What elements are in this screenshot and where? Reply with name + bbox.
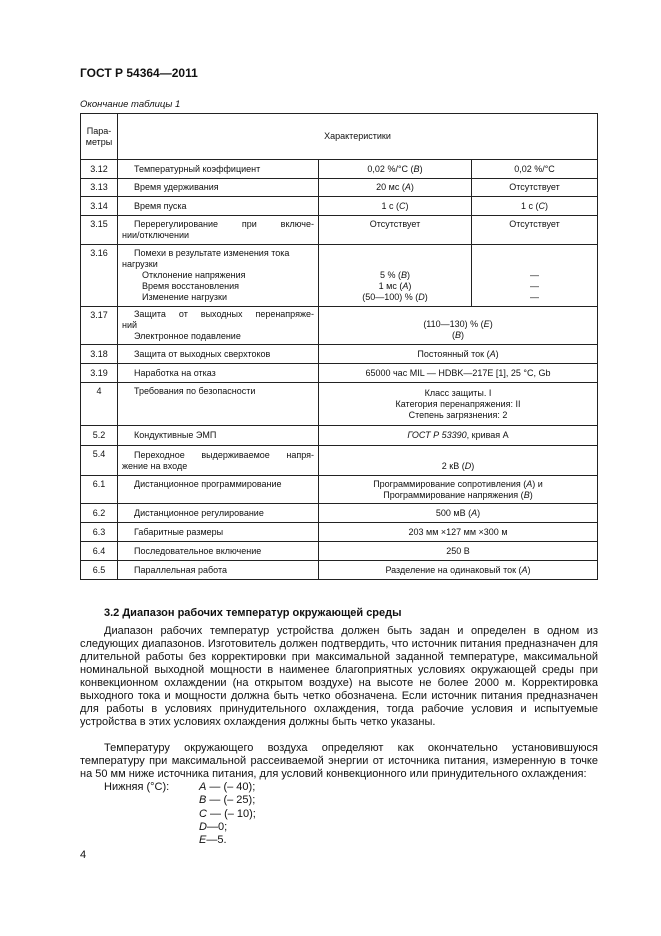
lower-value-d: D—0; — [199, 820, 228, 833]
lower-value-e: E—5. — [199, 834, 227, 847]
lower-value-c: C — (– 10); — [199, 807, 256, 820]
table-row: 3.17 Защита от выходных перенапряже- ний Электронное подавление (110—130) % (E) (B) — [81, 307, 598, 345]
col-param-line-2: метры — [85, 136, 113, 147]
lower-value-b: B — (– 25); — [199, 794, 256, 807]
parameters-table — [80, 113, 598, 580]
row-3-12-val1: 0,02 %/°C (B) — [319, 160, 472, 179]
table-header-row — [81, 114, 598, 160]
row-3-18-val: Постоянный ток (A) — [319, 345, 598, 364]
table-row: 5.2 Кондуктивные ЭМП ГОСТ Р 53390, кривая A — [81, 426, 598, 446]
lower-values — [199, 781, 256, 847]
table-row: 6.1 Дистанционное программирование Программирование сопротивления (A) и Программирование напряжения (B) — [81, 476, 598, 504]
table-row: 3.15 Перерегулирование при включе- нии/отключении Отсутствует Отсутствует — [81, 216, 598, 245]
row-3-14-val1: 1 с (C) — [319, 197, 472, 216]
row-6-2-val: 500 мВ (A) — [319, 504, 598, 523]
table-row: 6.2 Дистанционное регулирование 500 мВ (A) — [81, 504, 598, 523]
row-3-14-val2: 1 с (C) — [472, 197, 598, 216]
table-row: 3.14 Время пуска 1 с (C) 1 с (C) — [81, 197, 598, 216]
table-row: 6.4 Последовательное включение 250 В — [81, 542, 598, 561]
row-3-16-val1: 5 % (B) 1 мс (A) (50—100) % (D) — [319, 245, 472, 307]
row-6-5-val: Разделение на одинаковый ток (A) — [319, 561, 598, 580]
section-heading: 3.2 Диапазон рабочих температур окружающей среды — [104, 607, 402, 619]
table-row: 3.12 Температурный коэффициент 0,02 %/°C (B) 0,02 %/°C — [81, 160, 598, 179]
section-paragraph-1: Диапазон рабочих температур устройства должен быть задан и определен в одном из следующих диапазонов. Изготовитель должен подтвердить, что источник питания предназначен для длительной работы без корректировки при максимальной заданной температуре, максимальной номинальной выходной мощности в наименее благоприятных условиях окружающей среды при конвекционном охлаждении (на открытом воздухе) на высоте не более 2000 м. Корректировка выходного тока и мощности должна быть четко обозначена. Если источник питания предназначен для работы в условиях принудительного охлаждения, тогда рабочие условия и испытуемые устройства в этих условиях охлаждения должны быть четко указаны. — [80, 625, 598, 728]
document-id: ГОСТ Р 54364—2011 — [80, 66, 198, 80]
table-row: 4 Требования по безопасности Класс защиты. I Категория перенапряжения: II Степень загрязнения: 2 — [81, 383, 598, 426]
lower-label: Нижняя (°С): — [104, 781, 170, 793]
table-row: 6.5 Параллельная работа Разделение на одинаковый ток (A) — [81, 561, 598, 580]
col-param-header — [81, 114, 118, 160]
table-row: 5.4 Переходное выдерживаемое напря- жение на входе 2 кВ (D) — [81, 446, 598, 476]
table-row: 3.19 Наработка на отказ 65000 час MIL — HDBK—217E [1], 25 °C, Gb — [81, 364, 598, 383]
table-row: 3.18 Защита от выходных сверхтоков Постоянный ток (A) — [81, 345, 598, 364]
section-paragraph-2: Температуру окружающего воздуха определяют как окончательно установившуюся температуру при максимальной рассеиваемой энергии от источника питания, измеренную в точке на 50 мм ниже источника питания, для условий конвекционного или принудительного охлаждения: — [80, 742, 598, 780]
page-number: 4 — [80, 849, 87, 861]
row-5-4-val: 2 кВ (D) — [319, 446, 598, 476]
table-row: 3.16 Помехи в результате изменения тока нагрузки Отклонение напряжения Время восстановления Изменение нагрузки 5 % (B) 1 мс (A) (50—100) % (D) — — — — [81, 245, 598, 307]
table-caption: Окончание таблицы 1 — [80, 99, 181, 110]
table-row: 6.3 Габаритные размеры 203 мм ×127 мм ×300 м — [81, 523, 598, 542]
standard-reference: ГОСТ Р 53390 — [407, 430, 467, 440]
row-6-1-val: Программирование сопротивления (A) и Программирование напряжения (B) — [319, 476, 598, 504]
lower-value-a: A — (– 40); — [199, 781, 256, 793]
col-param-line-1: Пара- — [86, 125, 112, 136]
row-3-13-val1: 20 мс (A) — [319, 179, 472, 197]
table-row: 3.13 Время удерживания 20 мс (A) Отсутствует — [81, 179, 598, 197]
col-chars-header: Характеристики — [118, 114, 598, 160]
row-3-17-val: (110—130) % (E) (B) — [319, 307, 598, 345]
